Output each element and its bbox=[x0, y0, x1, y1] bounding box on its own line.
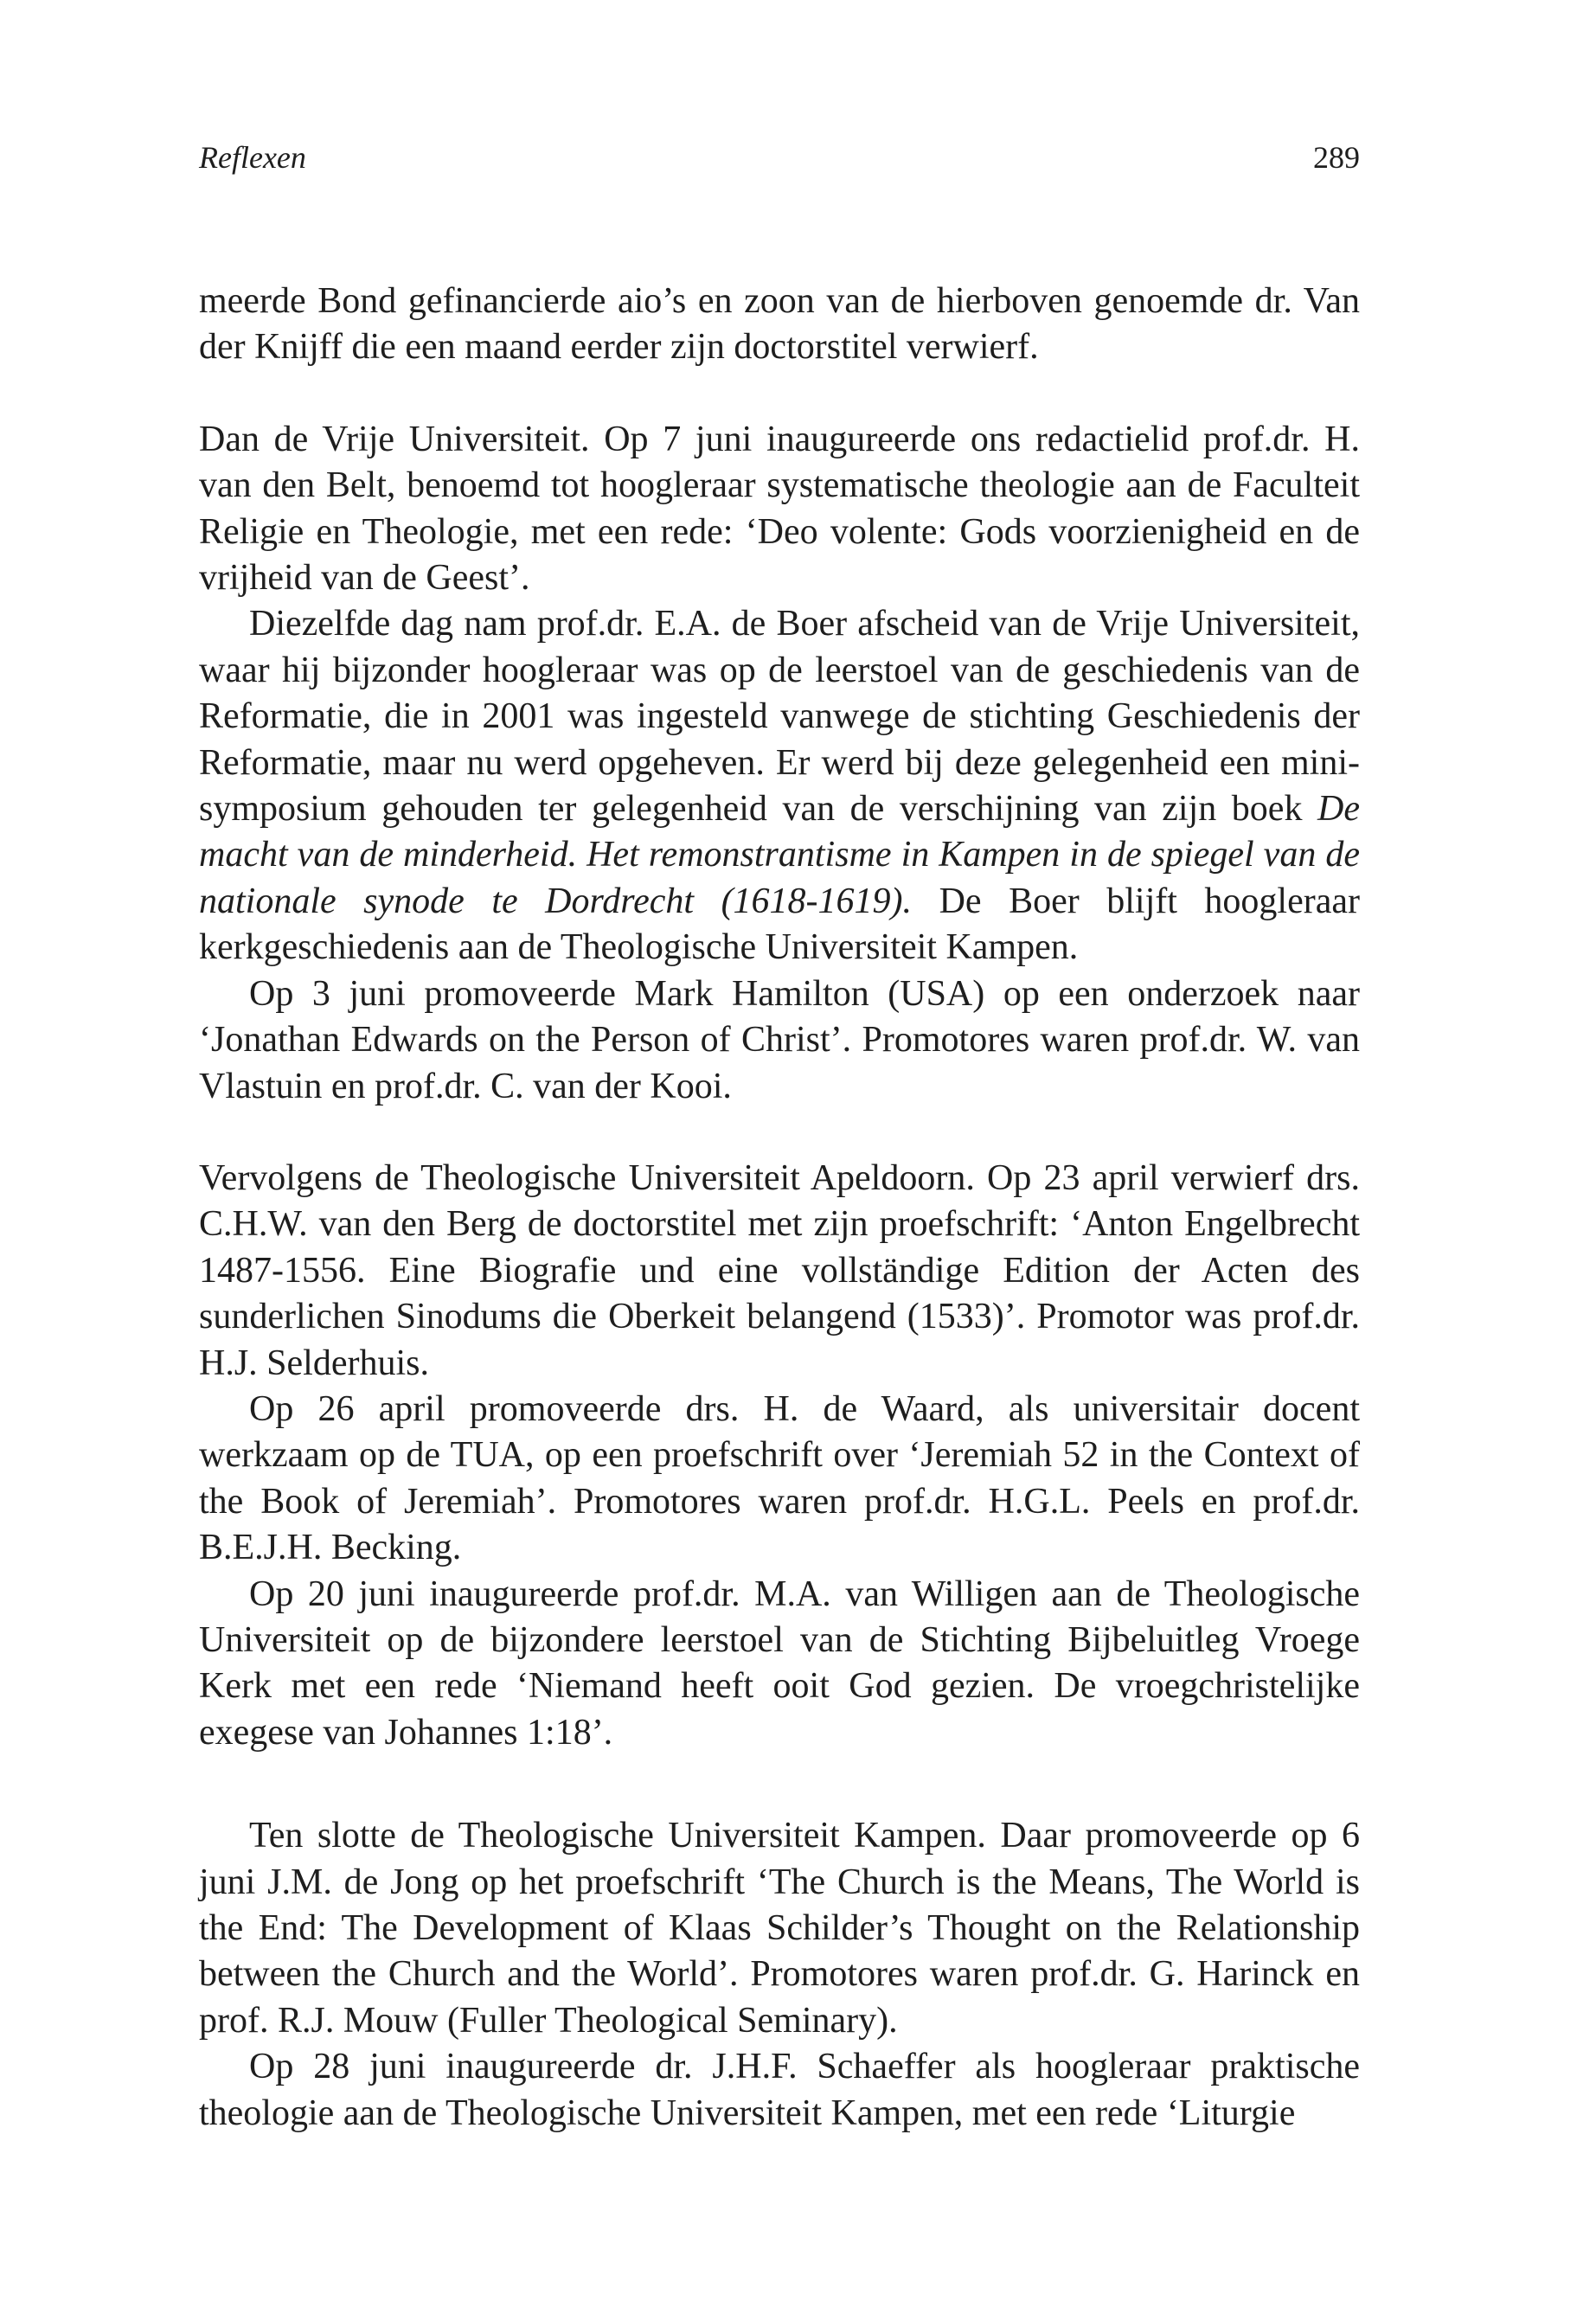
paragraph-de-boer-text: Diezelfde dag nam prof.dr. E.A. de Boer afscheid van de Vrije Universiteit, waar hij bijzonder hoogleraar was op de leerstoel van de geschiedenis van de Reformatie, die in 2001 was ingesteld vanwege de stichting Geschiedenis der Reformatie, maar nu werd opgeheven. Er werd bij deze gelegenheid een mini-symposium gehouden ter gelegenheid van de verschijning van zijn boek bbox=[199, 604, 1360, 830]
page-number: 289 bbox=[1313, 140, 1360, 175]
running-head: Reflexen bbox=[199, 140, 306, 175]
paragraph-vrije-universiteit: Dan de Vrije Universiteit. Op 7 juni inaugureerde ons redactielid prof.dr. H. van den Belt, benoemd tot hoogleraar systematische theologie aan de Faculteit Religie en Theologie, met een rede: ‘Deo volente: Gods voorzienigheid en de vrijheid van de Geest’. bbox=[199, 419, 1360, 599]
book-title: De macht van de minderheid. Het remonstrantisme in Kampen in de spiegel van de nationale synode te Dordrecht (1618-1619). bbox=[199, 789, 1360, 921]
paragraph-continuation: meerde Bond gefinancierde aio’s en zoon van de hierboven genoemde dr. Van der Knijff die een maand eerder zijn doctorstitel verwierf. bbox=[199, 281, 1360, 368]
paragraph-de-boer-end: De Boer blijft hoogleraar kerkgeschiedenis aan de Theologische Universiteit Kampen. bbox=[199, 881, 1360, 968]
paragraph-kampen: Ten slotte de Theologische Universiteit Kampen. Daar promoveerde op 6 juni J.M. de Jong op het proefschrift ‘The Church is the Means, The World is the End: The Development of Klaas Schilder’s Thought on the Relationship between the Church and the World’. Promotores waren prof.dr. G. Harinck en prof. R.J. Mouw (Fuller Theological Seminary). bbox=[199, 1816, 1360, 2041]
paragraph-hamilton: Op 3 juni promoveerde Mark Hamilton (USA) op een onderzoek naar ‘Jonathan Edwards on the Person of Christ’. Promotores waren prof.dr. W. van Vlastuin en prof.dr. C. van der Kooi. bbox=[199, 973, 1360, 1106]
paragraph-de-boer bbox=[199, 601, 1360, 971]
paragraph-de-waard: Op 26 april promoveerde drs. H. de Waard, als universitair docent werkzaam op de TUA, op een proefschrift over ‘Jeremiah 52 in the Context of the Book of Jeremiah’. Promotores waren prof.dr. H.G.L. Peels en prof.dr. B.E.J.H. Becking. bbox=[199, 1388, 1360, 1568]
paragraph-van-willigen: Op 20 juni inaugureerde prof.dr. M.A. van Willigen aan de Theologische Universiteit op de bijzondere leerstoel van de Stichting Bijbeluitleg Vroege Kerk met een rede ‘Niemand heeft ooit God gezien. De vroegchristelijke exegese van Johannes 1:18’. bbox=[199, 1574, 1360, 1753]
body-text bbox=[199, 279, 1360, 2137]
paragraph-schaeffer: Op 28 juni inaugureerde dr. J.H.F. Schaeffer als hoogleraar praktische theologie aan de Theologische Universiteit Kampen, met een rede ‘Liturgie bbox=[199, 2047, 1360, 2133]
paragraph-apeldoorn: Vervolgens de Theologische Universiteit Apeldoorn. Op 23 april verwierf drs. C.H.W. van den Berg de doctorstitel met zijn proefschrift: ‘Anton Engelbrecht 1487-1556. Eine Biografie und eine vollständige Edition der Acten des sunderlichen Sinodums die Oberkeit belangend (1533)’. Promotor was prof.dr. H.J. Selderhuis. bbox=[199, 1157, 1360, 1383]
